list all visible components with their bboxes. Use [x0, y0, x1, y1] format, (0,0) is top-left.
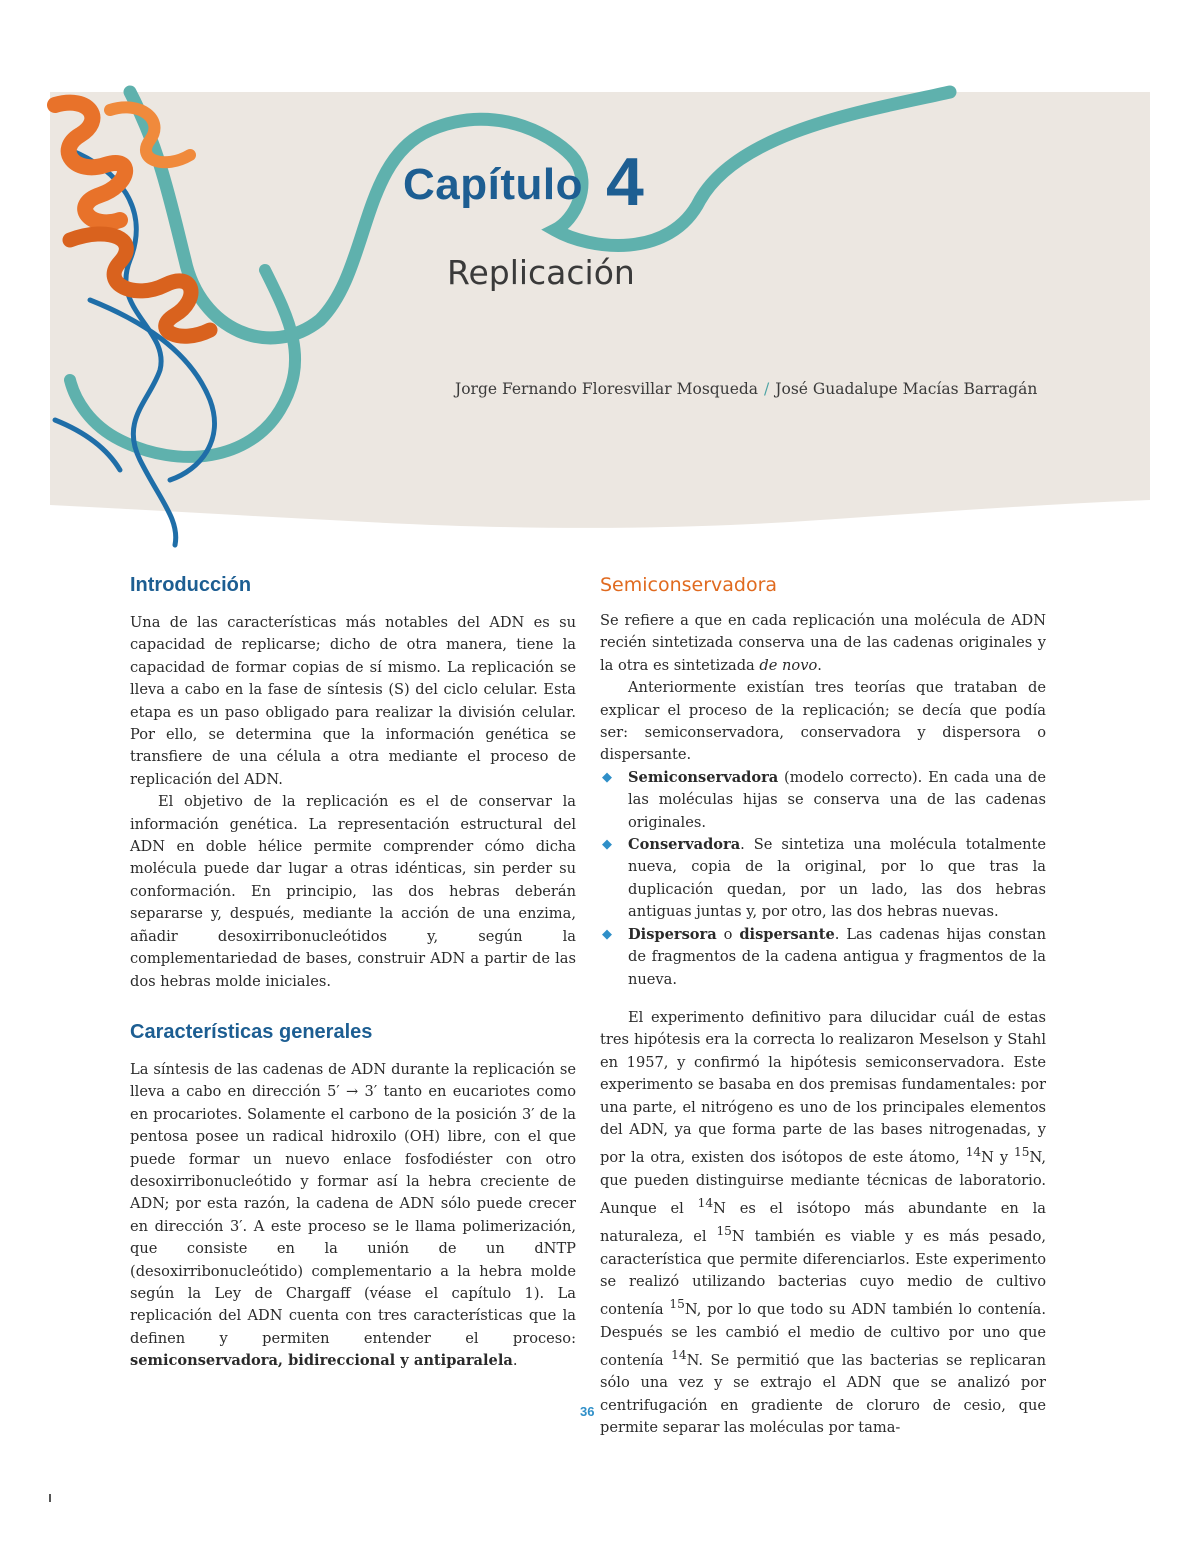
page-number: 36 — [580, 1404, 595, 1419]
experiment-paragraph — [600, 1007, 1046, 1440]
conjunction: y — [993, 1149, 1015, 1167]
exp-text-e: , por lo que todo su ADN también lo contenía. Después se les cambió el medio de cultivo por uno que contenía — [600, 1301, 1046, 1369]
chapter-title: Replicación — [447, 253, 635, 292]
item-text: . Las cadenas hijas constan de fragmentos de la cadena antigua y fragmentos de la nueva. — [628, 925, 1046, 988]
nitrogen-symbol: N — [981, 1149, 994, 1167]
author-separator: / — [764, 380, 770, 398]
nitrogen-symbol: N — [713, 1199, 726, 1217]
bullet-dot-icon: ◆ — [602, 769, 612, 785]
semi-paragraph-2: Anteriormente existían tres teorías que trataban de explicar el proceso de la replicación; se decía que podía ser: semiconservadora, conservadora y dispersora o dispersante. — [600, 679, 1046, 764]
nitrogen-symbol: N — [1029, 1149, 1042, 1167]
intro-paragraph-1: Una de las características más notables del ADN es su capacidad de replicarse; dicho de otra manera, tiene la capacidad de formar copias de sí mismo. La replicación se lleva a cabo en la fase de síntesis (S) del ciclo celular. Esta etapa es un paso obligado para realizar la división celular. Por ello, se determina que la información genética se transfiere de una célula a otra mediante el proceso de replicación del ADN. — [130, 614, 576, 788]
bullet-dot-icon: ◆ — [602, 837, 612, 853]
general-bold-terms: semiconservadora, bidireccional y antiparalela — [130, 1352, 513, 1370]
item-text: . Se sintetiza una molécula totalmente nueva, copia de la original, por lo que tras la duplicación quedan, por un lado, las dos hebras antiguas juntas y, por otro, las dos hebras nuevas. — [628, 836, 1046, 921]
item-text: (modelo correcto). En cada una de las moléculas hijas se conserva una de las cadenas originales. — [628, 768, 1046, 831]
chapter-label: Capítulo — [403, 160, 583, 209]
general-end: . — [512, 1352, 518, 1370]
theory-list — [600, 767, 1046, 991]
exp-text-f: . Se permitió que las bacterias se replicaran sólo una vez y se extrajo el ADN que se analizó por centrifugación en gradiente de cloruro de cesio, que permite separar las moléculas por tama- — [600, 1351, 1046, 1437]
semi-paragraph-1 — [600, 610, 1046, 677]
exp-text-c: es el isótopo más abundante en la naturaleza, el — [600, 1199, 1046, 1246]
list-item — [600, 834, 1046, 924]
isotope-14: 14 — [697, 1196, 714, 1211]
semi-heading: Semiconservadora — [600, 574, 778, 596]
authors-line — [455, 380, 1037, 398]
author-1: Jorge Fernando Floresvillar Mosqueda — [455, 380, 759, 398]
isotope-14: 14 — [671, 1348, 687, 1363]
item-term-2: dispersante — [739, 925, 835, 943]
de-novo-term: de novo — [759, 656, 818, 674]
nitrogen-symbol: N — [731, 1228, 745, 1246]
semi-end: . — [817, 656, 822, 674]
item-term: Dispersora — [628, 925, 717, 943]
list-item — [600, 924, 1046, 991]
general-heading: Características generales — [130, 1020, 373, 1043]
exp-text-a: El experimento definitivo para dilucidar cuál de estas tres hipótesis era la correcta lo realizaron Meselson y Stahl en 1957, y confirmó la hipótesis semiconservadora. Este experimento se basaba en dos premisas fundamentales: por una parte, el nitrógeno es uno de los principales elementos del ADN, ya que forma parte de las bases nitrogenadas, y por la otra, existen dos isótopos de este átomo, — [600, 1008, 1046, 1167]
intro-paragraph-2: El objetivo de la replicación es el de conservar la información genética. La representación estructural del ADN en doble hélice permite comprender cómo dicha molécula puede dar lugar a otras idénticas, sin perder su conformación. En principio, las dos hebras deberán separarse y, después, mediante la acción de una enzima, añadir desoxirribonucleótidos y, según la complementariedad de bases, construir ADN a partir de las dos hebras molde iniciales. — [130, 793, 576, 990]
item-term: Semiconservadora — [628, 768, 779, 786]
general-paragraph-1 — [130, 1059, 576, 1373]
right-column — [600, 570, 1046, 1440]
chapter-number: 4 — [606, 144, 644, 220]
left-column — [130, 570, 576, 1373]
nitrogen-symbol: N — [686, 1351, 699, 1369]
crop-mark — [49, 1494, 51, 1502]
nitrogen-symbol: N — [684, 1301, 697, 1319]
isotope-15: 15 — [716, 1224, 732, 1239]
isotope-15: 15 — [1014, 1145, 1030, 1160]
isotope-15: 15 — [669, 1297, 685, 1312]
general-text: La síntesis de las cadenas de ADN durante la replicación se lleva a cabo en dirección 5′ → 3′ tanto en eucariotes como en procariotes. Solamente el carbono de la posición 3′ de la pentosa posee un radical hidroxilo (OH) libre, con el que puede formar un nuevo enlace fosfodiéster con otro desoxirribonucleótido y formar así la hebra creciente de ADN; por esta razón, la cadena de ADN sólo puede crecer en dirección 3′. A este proceso se le llama polimerización, que consiste en la unión de un dNTP (desoxirribonucleótido) complementario a la hebra molde según la Ley de Chargaff (véase el capítulo 1). La replicación del ADN cuenta con tres características que la definen y permiten entender el proceso: — [130, 1060, 576, 1347]
author-2: José Guadalupe Macías Barragán — [775, 380, 1038, 398]
bullet-dot-icon: ◆ — [602, 926, 612, 942]
isotope-14: 14 — [965, 1145, 982, 1160]
item-connector: o — [716, 925, 740, 943]
list-item — [600, 767, 1046, 834]
item-term: Conservadora — [628, 836, 741, 854]
intro-heading: Introducción — [130, 574, 252, 596]
exp-text-b: , que pueden distinguirse mediante técnicas de laboratorio. Aunque el — [600, 1149, 1046, 1217]
exp-text-d: también es viable y es más pesado, característica que permite diferenciarlos. Este experimento se realizó utilizando bacterias cuyo medio de cultivo contenía — [600, 1228, 1046, 1319]
semi-text: Se refiere a que en cada replicación una molécula de ADN recién sintetizada conserva una de las cadenas originales y la otra es sintetizada — [600, 612, 1046, 674]
